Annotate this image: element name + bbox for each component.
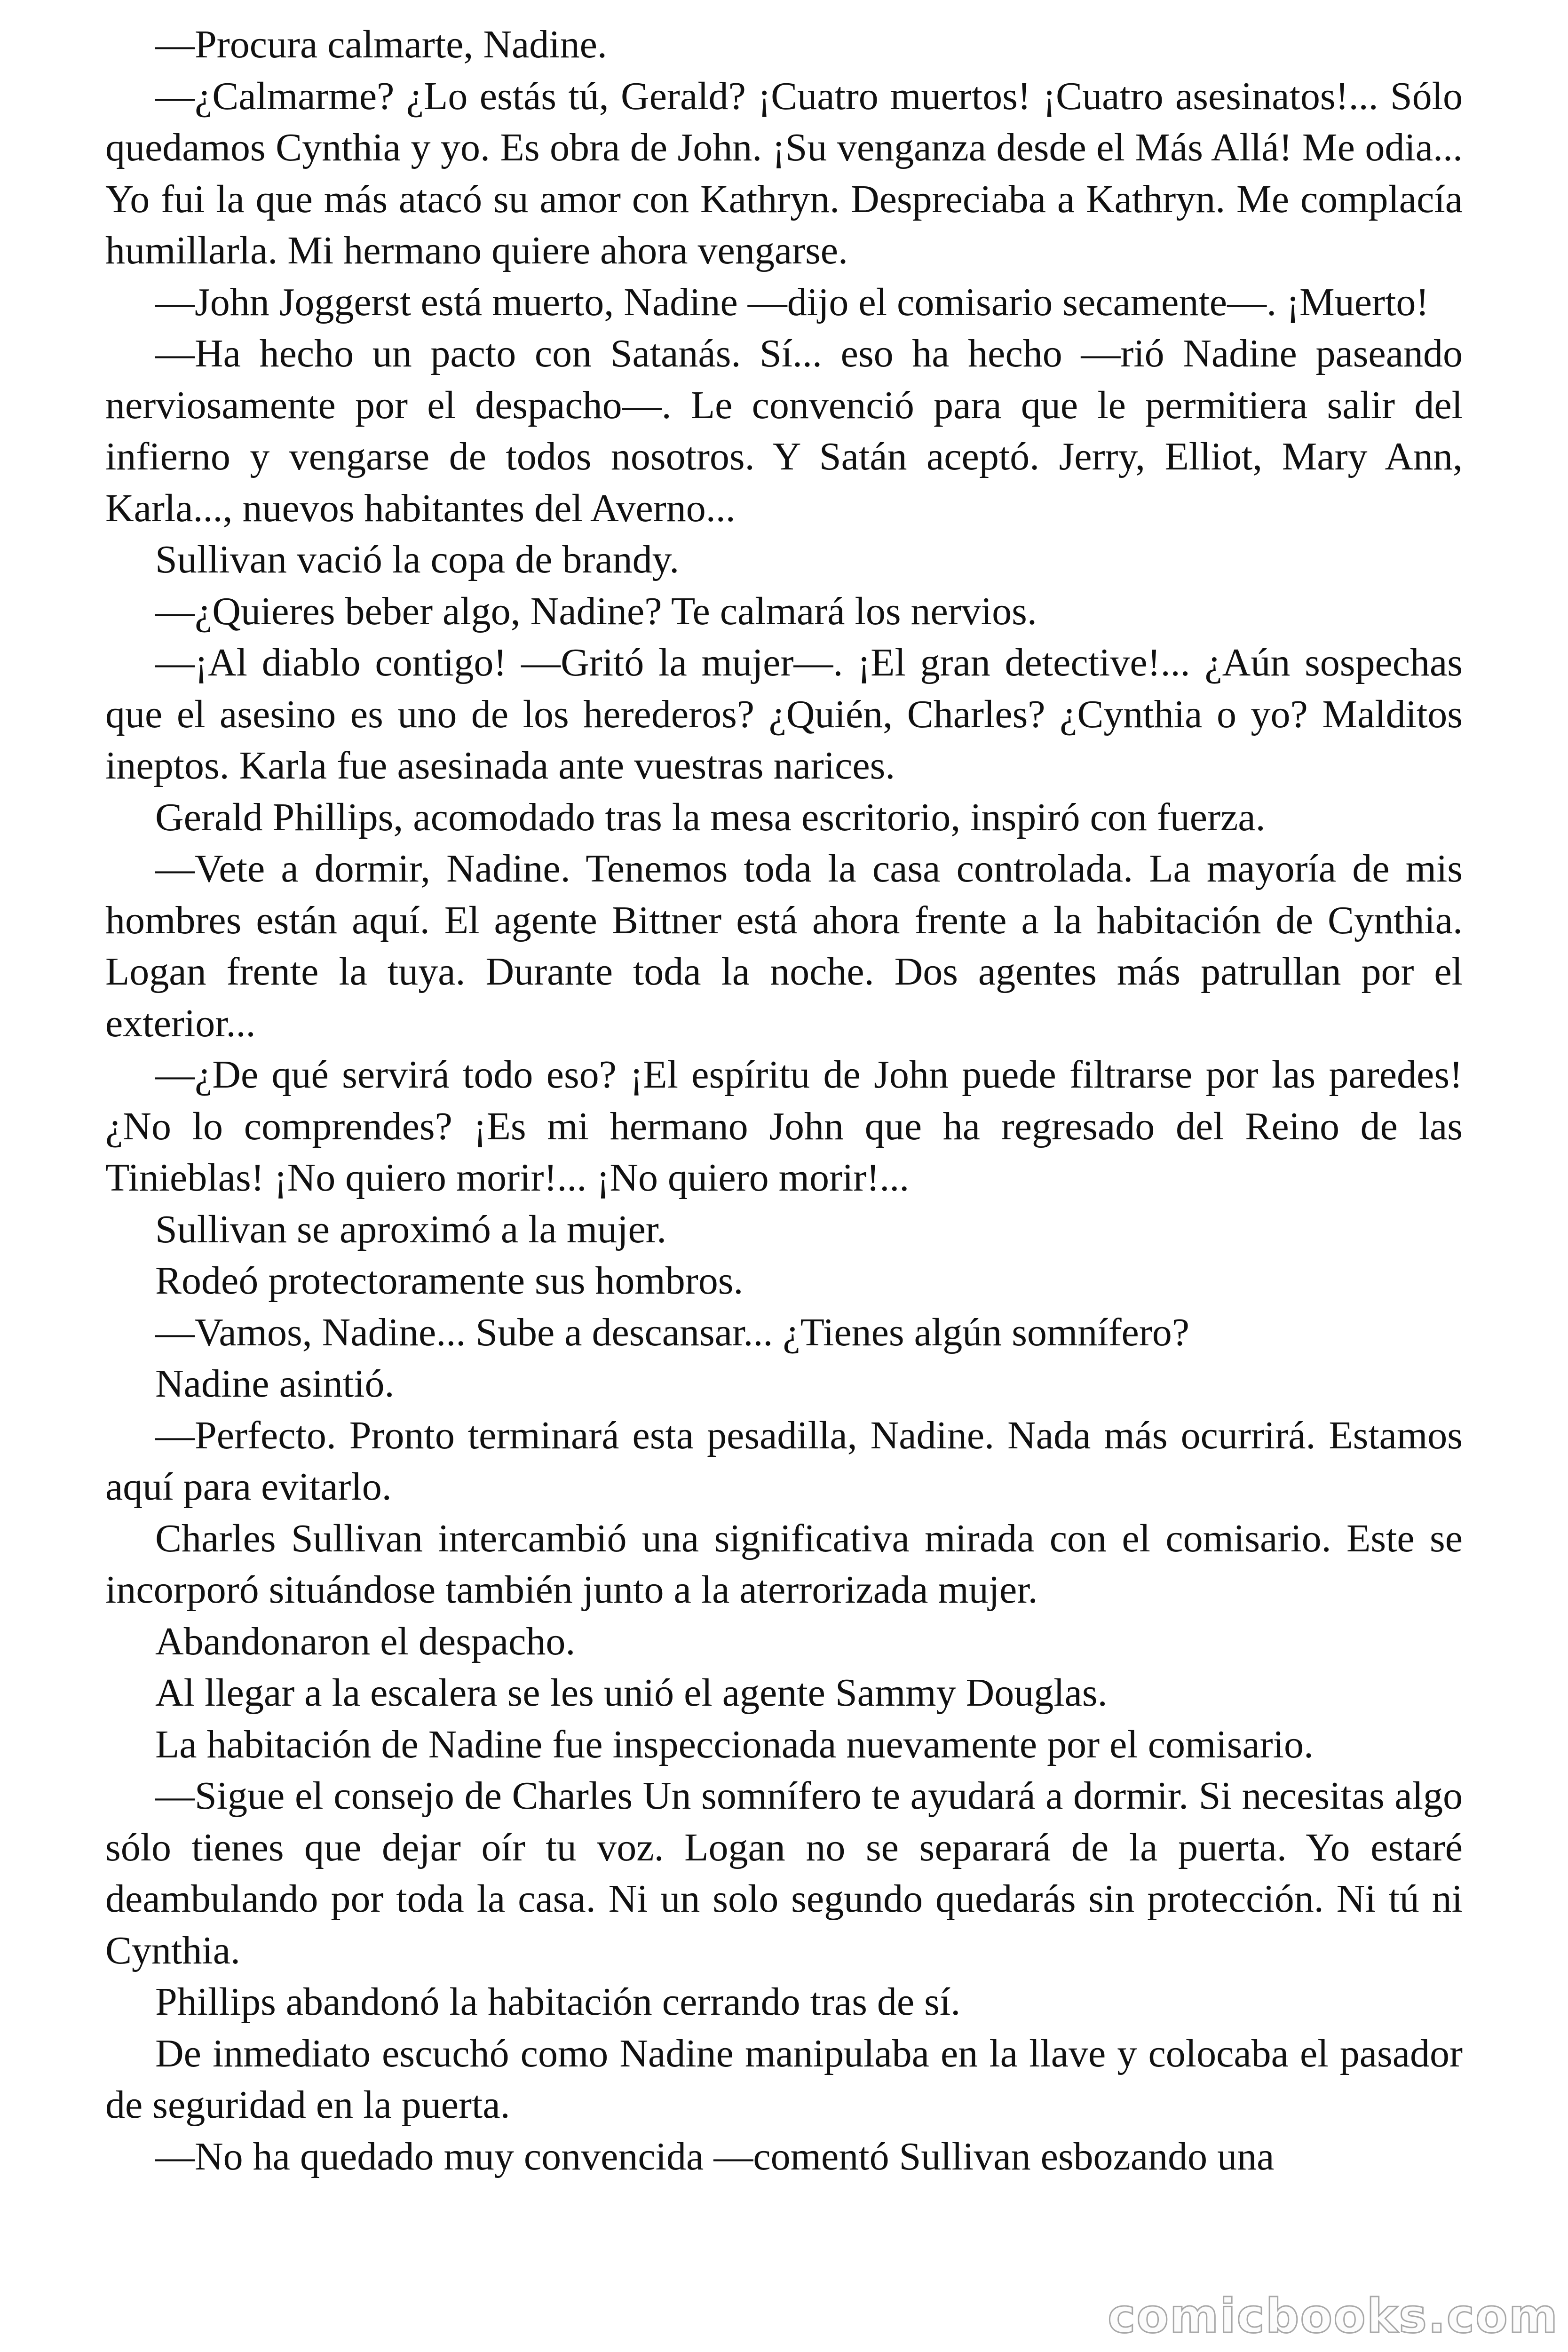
paragraph: La habitación de Nadine fue inspeccionada nuevamente por el comisario. [155, 1722, 1314, 1766]
paragraph: Charles Sullivan intercambió una significativa mirada con el comisario. Este se incorporó situándose también junto a la aterrorizada mujer. [105, 1516, 1463, 1612]
paragraph: Rodeó protectoramente sus hombros. [155, 1259, 744, 1303]
paragraph: Abandonaron el despacho. [155, 1619, 576, 1663]
paragraph: —¡Al diablo contigo! —Gritó la mujer—. ¡El gran detective!... ¿Aún sospechas que el asesino es uno de los herederos? ¿Quién, Charles? ¿Cynthia o yo? Malditos ineptos. Karla fue asesinada ante vuestras narices. [105, 641, 1463, 787]
paragraph: —Sigue el consejo de Charles Un somnífero te ayudará a dormir. Si necesitas algo sólo tienes que dejar oír tu voz. Logan no se separará de la puerta. Yo estaré deambulando por toda la casa. Ni un solo segundo quedarás sin protección. Ni tú ni Cynthia. [105, 1774, 1463, 1972]
paragraph: Sullivan vació la copa de brandy. [155, 538, 680, 581]
paragraph: —Procura calmarte, Nadine. [155, 23, 607, 66]
paragraph: —Ha hecho un pacto con Satanás. Sí... eso ha hecho —rió Nadine paseando nerviosamente por el despacho—. Le convenció para que le permitiera salir del infierno y vengarse de todos nosotros. Y Satán aceptó. Jerry, Elliot, Mary Ann, Karla..., nuevos habitantes del Averno... [105, 332, 1463, 530]
paragraph: Sullivan se aproximó a la mujer. [155, 1207, 667, 1251]
paragraph: —Perfecto. Pronto terminará esta pesadilla, Nadine. Nada más ocurrirá. Estamos aquí para evitarlo. [105, 1413, 1463, 1509]
paragraph: —John Joggerst está muerto, Nadine —dijo el comisario secamente—. ¡Muerto! [155, 280, 1429, 324]
paragraph: —¿De qué servirá todo eso? ¡El espíritu de John puede filtrarse por las paredes! ¿No lo comprendes? ¡Es mi hermano John que ha regresado del Reino de las Tinieblas! ¡No quiero morir!... ¡No quiero morir!... [105, 1053, 1463, 1200]
paragraph: —¿Calmarme? ¿Lo estás tú, Gerald? ¡Cuatro muertos! ¡Cuatro asesinatos!... Sólo quedamos Cynthia y yo. Es obra de John. ¡Su venganza desde el Más Allá! Me odia... Yo fui la que más atacó su amor con Kathryn. Despreciaba a Kathryn. Me complacía humillarla. Mi hermano quiere ahora vengarse. [105, 74, 1463, 272]
paragraph: —Vete a dormir, Nadine. Tenemos toda la casa controlada. La mayoría de mis hombres están aquí. El agente Bittner está ahora frente a la habitación de Cynthia. Logan frente la tuya. Durante toda la noche. Dos agentes más patrullan por el exterior... [105, 847, 1463, 1045]
paragraph: —Vamos, Nadine... Sube a descansar... ¿Tienes algún somnífero? [155, 1310, 1190, 1354]
body-text [105, 19, 1463, 2182]
paragraph: Gerald Phillips, acomodado tras la mesa escritorio, inspiró con fuerza. [155, 795, 1266, 839]
site-watermark: comicbooks.com [1108, 2288, 1559, 2344]
paragraph: —¿Quieres beber algo, Nadine? Te calmará los nervios. [155, 589, 1037, 633]
paragraph: Al llegar a la escalera se les unió el agente Sammy Douglas. [155, 1671, 1108, 1715]
paragraph: De inmediato escuchó como Nadine manipulaba en la llave y colocaba el pasador de seguridad en la puerta. [105, 2031, 1463, 2127]
paragraph: Nadine asintió. [155, 1362, 395, 1406]
paragraph: Phillips abandonó la habitación cerrando tras de sí. [155, 1980, 961, 2024]
paragraph: —No ha quedado muy convencida —comentó Sullivan esbozando una [155, 2134, 1275, 2178]
